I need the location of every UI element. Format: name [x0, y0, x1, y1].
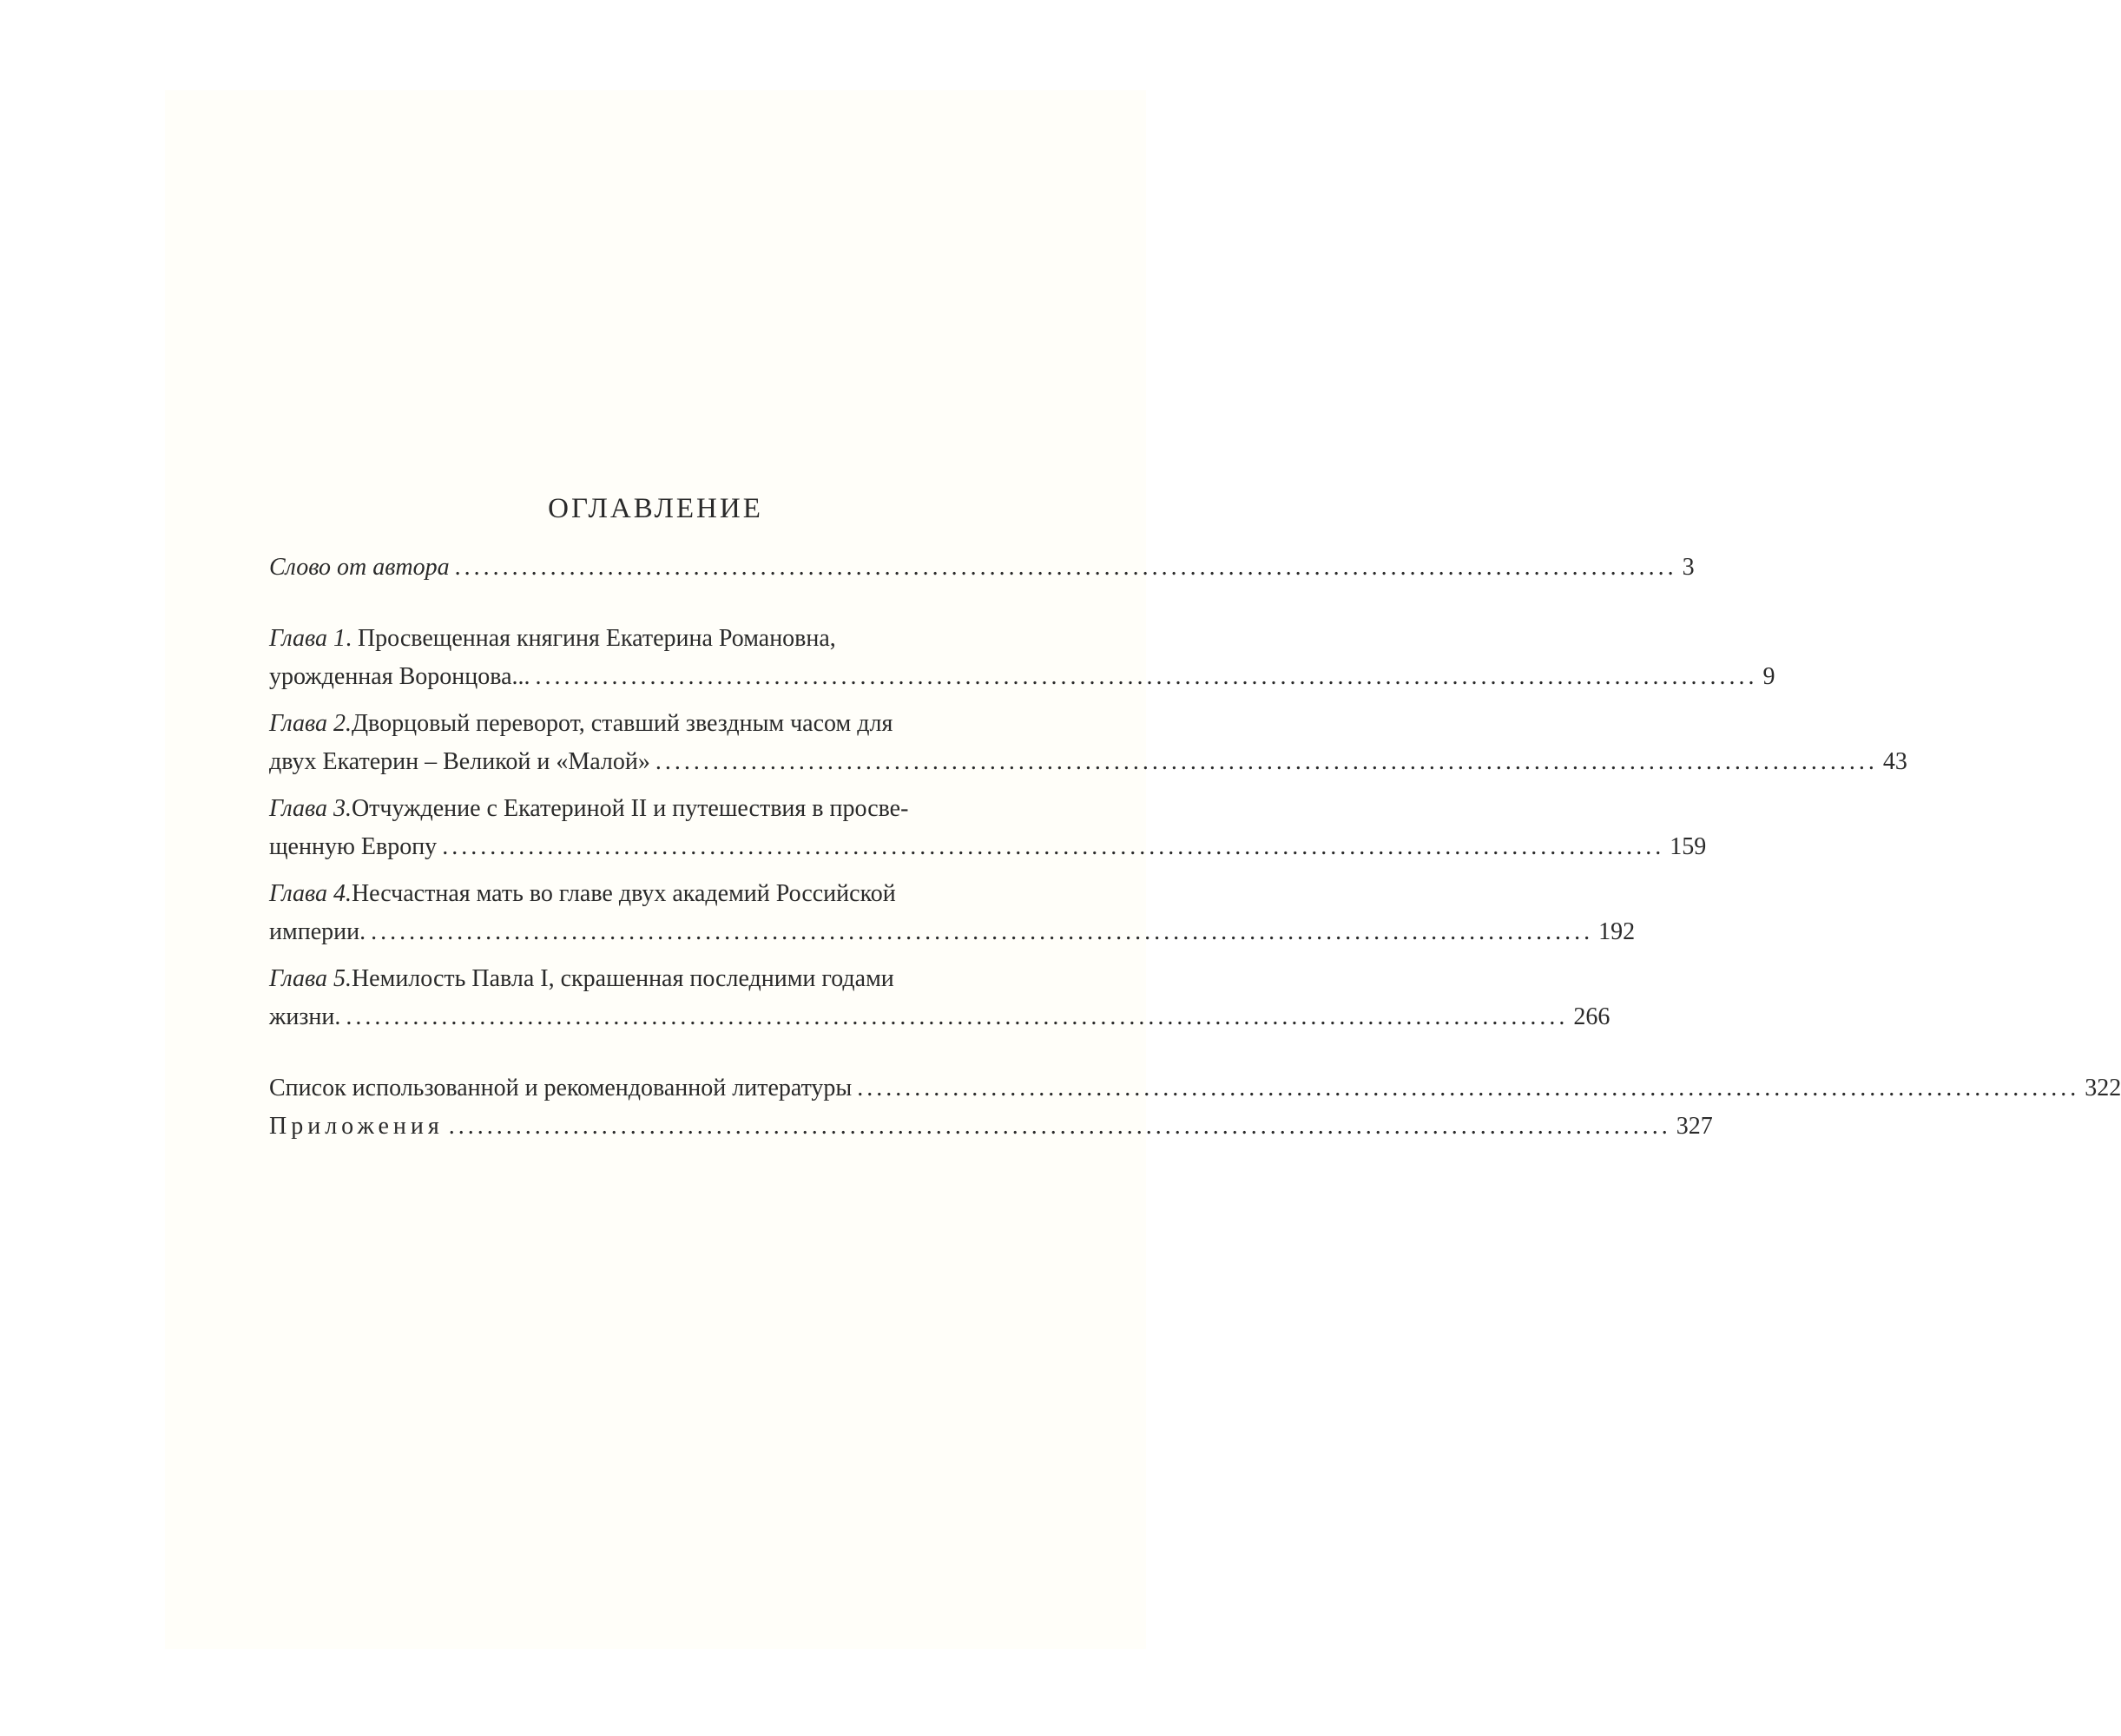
chapter-title-line2: жизни. [269, 1003, 341, 1030]
chapter-title-line2: щенную Европу [269, 833, 438, 860]
chapter-title-line1: Немилость Павла I, скрашенная последними годами [351, 965, 894, 992]
toc-page-number: 9 [1762, 663, 1775, 690]
toc-entry-chapter-1 [269, 620, 1775, 696]
toc-entry-label: Приложения [269, 1113, 444, 1140]
toc-page-number: 266 [1573, 1003, 1611, 1030]
chapter-label: Глава 5. [269, 965, 352, 992]
toc-page-number: 322 [2085, 1075, 2121, 1101]
toc-page-number: 159 [1670, 833, 1707, 860]
book-page [165, 90, 2121, 1649]
dot-leader: ................................................................................................................................ [442, 833, 1665, 860]
dot-leader: ................................................................................................................................ [857, 1075, 2080, 1101]
chapter-label: Глава 1 [269, 625, 346, 652]
chapter-label: Глава 3. [269, 795, 352, 822]
dot-leader: ................................................................................................................................ [346, 1003, 1569, 1030]
toc-entry-appendices [269, 1108, 1713, 1146]
chapter-title-line2: урожденная Воронцова... [269, 663, 530, 690]
toc-entry-chapter-3 [269, 790, 1707, 866]
chapter-title-line2: империи. [269, 918, 366, 945]
toc-page-number: 327 [1676, 1113, 1713, 1140]
dot-leader: ................................................................................................................................ [371, 918, 1594, 945]
chapter-title-line1: Несчастная мать во главе двух академий Российской [351, 880, 896, 907]
chapter-label: Глава 2. [269, 710, 352, 737]
toc-entry-bibliography [269, 1069, 2121, 1108]
chapter-title-line1: . Просвещенная княгиня Екатерина Романовна, [345, 625, 836, 652]
dot-leader: ................................................................................................................................ [454, 554, 1677, 581]
chapter-title-line2: двух Екатерин – Великой и «Малой» [269, 748, 650, 775]
dot-leader: ................................................................................................................................ [448, 1113, 1671, 1140]
toc-page-number: 192 [1598, 918, 1636, 945]
toc-page-number: 43 [1882, 748, 1907, 775]
toc-entry-foreword [269, 549, 1695, 587]
table-of-contents [269, 549, 2121, 1146]
chapter-title-line1: Отчуждение с Екатериной II и путешествия в просве- [351, 795, 909, 822]
page-title: ОГЛАВЛЕНИЕ [548, 493, 763, 524]
chapter-title-line1: Дворцовый переворот, ставший звездным часом для [351, 710, 893, 737]
chapter-label: Глава 4. [269, 880, 352, 907]
toc-page-number: 3 [1682, 554, 1695, 581]
toc-entry-label: Список использованной и рекомендованной литературы [269, 1075, 853, 1101]
dot-leader: ................................................................................................................................ [655, 748, 1878, 775]
toc-entry-chapter-4 [269, 875, 1636, 951]
toc-entry-chapter-2 [269, 705, 1907, 781]
toc-entry-chapter-5 [269, 960, 1611, 1036]
dot-leader: ................................................................................................................................ [535, 663, 1758, 690]
toc-entry-label: Слово от автора [269, 554, 450, 581]
